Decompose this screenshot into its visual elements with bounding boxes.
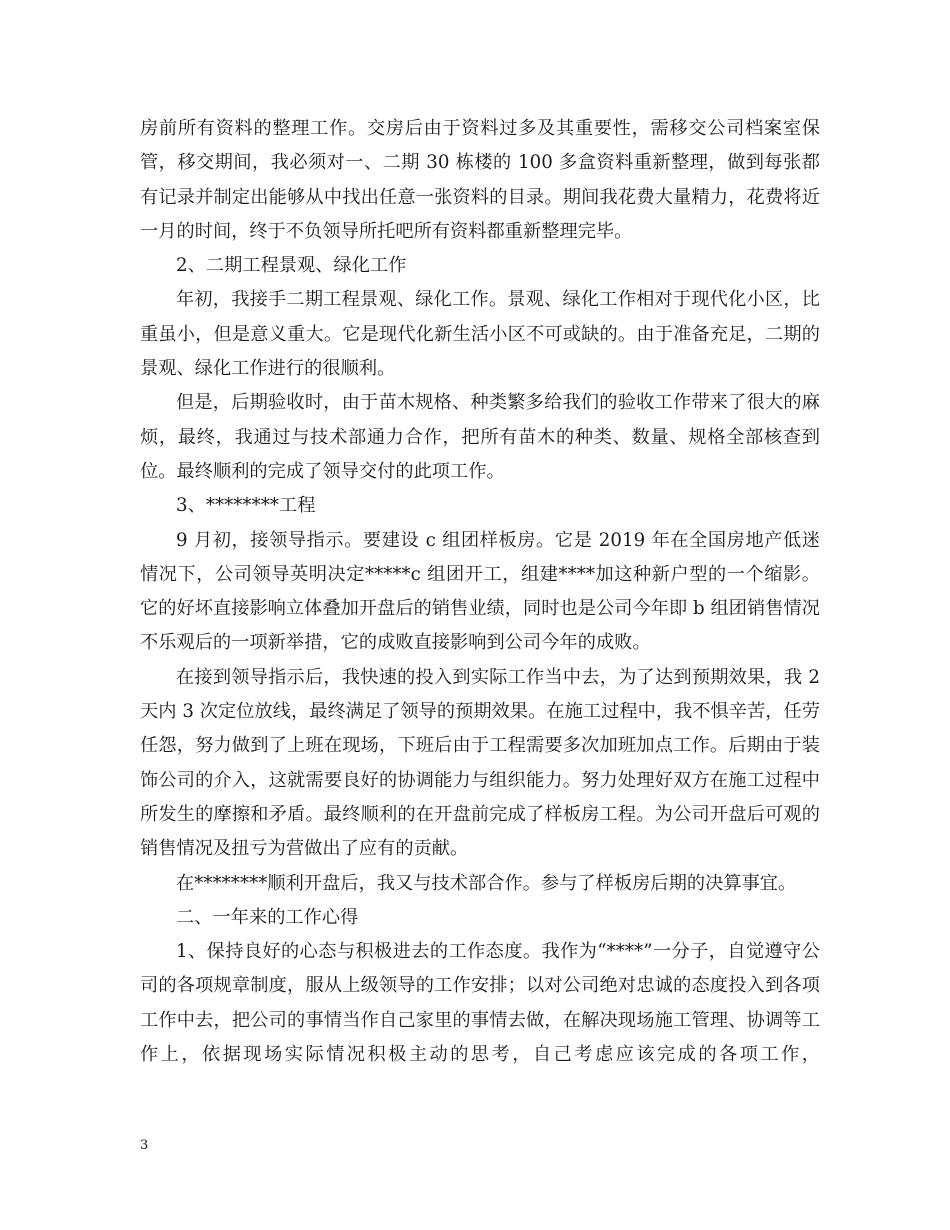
page-number: 3 [140, 1138, 149, 1153]
paragraph-archive-work: 房前所有资料的整理工作。交房后由于资料过多及其重要性，需移交公司档案室保管，移交期间，我必须对一、二期 30 栋楼的 100 多盒资料重新整理，做到每张都有记录并制定出能够从中找出任意一张资料的目录。期间我花费大量精力，花费将近一月的时间，终于不负领导所托吧所有资料都重新整理完毕。 [140, 118, 820, 242]
paragraph-landscape-start: 年初，我接手二期工程景观、绿化工作。景观、绿化工作相对于现代化小区，比重虽小，但是意义重大。它是现代化新生活小区不可或缺的。由于准备充足，二期的景观、绿化工作进行的很顺利。 [140, 289, 820, 380]
paragraph-work-attitude: 1、保持良好的心态与积极进去的工作态度。我作为“****”一分子，自觉遵守公司的各项规章制度，服从上级领导的工作安排；以对公司绝对忠诚的态度投入到各项工作中去，把公司的事情当作自己家里的事情去做，在解决现场施工管理、协调等工作上，依据现场实际情况积极主动的思考，自己考虑应该完成的各项工作， [140, 941, 820, 1066]
paragraph-model-house-settlement: 在********顺利开盘后，我又与技术部合作。参与了样板房后期的决算事宜。 [176, 872, 797, 894]
heading-landscape-greening: 2、二期工程景观、绿化工作 [176, 255, 407, 277]
document-page [140, 112, 820, 1072]
heading-work-experience: 二、一年来的工作心得 [176, 906, 359, 928]
paragraph-landscape-acceptance: 但是，后期验收时，由于苗木规格、种类繁多给我们的验收工作带来了很大的麻烦，最终，我通过与技术部通力合作，把所有苗木的种类、数量、规格全部核查到位。最终顺利的完成了领导交付的此项工作。 [140, 392, 820, 482]
paragraph-model-house-construction: 在接到领导指示后，我快速的投入到实际工作当中去，为了达到预期效果，我 2 天内 3 次定位放线，最终满足了领导的预期效果。在施工过程中，我不惧辛苦，任劳任怨，努力做到了上班在现场，下班后由于工程需要多次加班加点工作。后期由于装饰公司的介入，这就需要良好的协调能力与组织能力。努力处理好双方在施工过程中所发生的摩擦和矛盾。最终顺利的在开盘前完成了样板房工程。为公司开盘后可观的销售情况及扭亏为营做出了应有的贡献。 [140, 666, 820, 860]
paragraph-model-house-intro: 9 月初，接领导指示。要建设 c 组团样板房。它是 2019 年在全国房地产低迷情况下，公司领导英明决定*****c 组团开工，组建****加这种新户型的一个缩影。它的好坏直接影响立体叠加开盘后的销售业绩，同时也是公司今年即 b 组团销售情况不乐观后的一项新举措，它的成败直接影响到公司今年的成败。 [140, 529, 820, 654]
heading-project-3: 3、********工程 [176, 495, 316, 517]
